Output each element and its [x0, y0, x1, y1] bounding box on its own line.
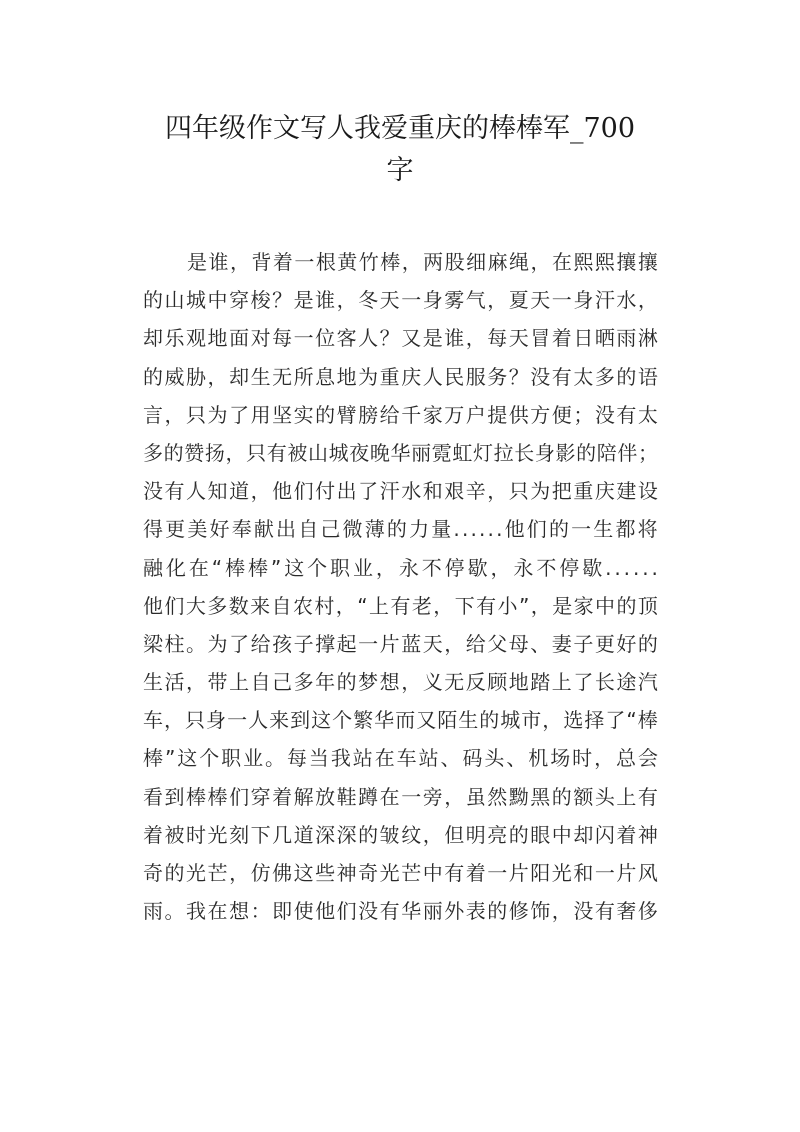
body-line: 融 化 在 “ 棒 棒 ” 这 个 职 业 ， 永 不 停 歇 ， 永 不 停 歇 . . . . . . [143, 555, 658, 580]
body-line: 他 们 大 多 数 来 自 农 村 ， “ 上 有 老 ， 下 有 小 ” ， 是 家 中 的 顶 [143, 593, 658, 618]
title-line-1: 四年级作文写人我爱重庆的棒棒军_700 [164, 113, 636, 144]
essay-body [143, 243, 658, 930]
body-line: 多 的 赞 扬 ， 只 有 被 山 城 夜 晚 华 丽 霓 虹 灯 拉 长 身 影 的 陪 伴 ； [143, 440, 658, 465]
body-line: 车 ， 只 身 一 人 来 到 这 个 繁 华 而 又 陌 生 的 城 市 ， 选 择 了 “ 棒 [143, 708, 658, 733]
body-line: 奇 的 光 芒 ， 仿 佛 这 些 神 奇 光 芒 中 有 着 一 片 阳 光 和 一 片 风 [143, 861, 658, 885]
body-line: 雨 。 我 在 想 ： 即 使 他 们 没 有 华 丽 外 表 的 修 饰 ， 没 有 奢 侈 [143, 899, 658, 924]
body-line: 言 ， 只 为 了 用 坚 实 的 臂 膀 给 千 家 万 户 提 供 方 便 ； 没 有 太 [143, 402, 658, 427]
body-line: 看 到 棒 棒 们 穿 着 解 放 鞋 蹲 在 一 旁 ， 虽 然 黝 黑 的 额 头 上 有 [143, 784, 658, 809]
document-title [140, 108, 660, 192]
body-line: 的 山 城 中 穿 梭 ？ 是 谁 ， 冬 天 一 身 雾 气 ， 夏 天 一 身 汗 水 ， [143, 288, 658, 313]
body-line: 生 活 ， 带 上 自 己 多 年 的 梦 想 ， 义 无 反 顾 地 踏 上 了 长 途 汽 [143, 670, 658, 695]
body-line: 没 有 人 知 道 ， 他 们 付 出 了 汗 水 和 艰 辛 ， 只 为 把 重 庆 建 设 [143, 479, 658, 504]
body-line: 着 被 时 光 刻 下 几 道 深 深 的 皱 纹 ， 但 明 亮 的 眼 中 却 闪 着 神 [143, 822, 658, 847]
body-line: 却 乐 观 地 面 对 每 一 位 客 人 ？ 又 是 谁 ， 每 天 冒 着 日 晒 雨 淋 [143, 326, 658, 351]
body-line: 棒 ” 这 个 职 业 。 每 当 我 站 在 车 站 、 码 头 、 机 场 时 ， 总 会 [143, 746, 658, 771]
body-line: 的 威 胁 ， 却 生 无 所 息 地 为 重 庆 人 民 服 务 ？ 没 有 太 多 的 语 [143, 364, 658, 389]
body-line: 得 更 美 好 奉 献 出 自 己 微 薄 的 力 量 . . . . . . 他 们 的 一 生 都 将 [143, 517, 658, 542]
title-line-2: 字 [386, 155, 414, 186]
body-line: 梁 柱 。 为 了 给 孩 子 撑 起 一 片 蓝 天 ， 给 父 母 、 妻 子 更 好 的 [143, 631, 658, 656]
body-line: 是 谁 ， 背 着 一 根 黄 竹 棒 ， 两 股 细 麻 绳 ， 在 熙 熙 攘 攘 [187, 250, 658, 274]
